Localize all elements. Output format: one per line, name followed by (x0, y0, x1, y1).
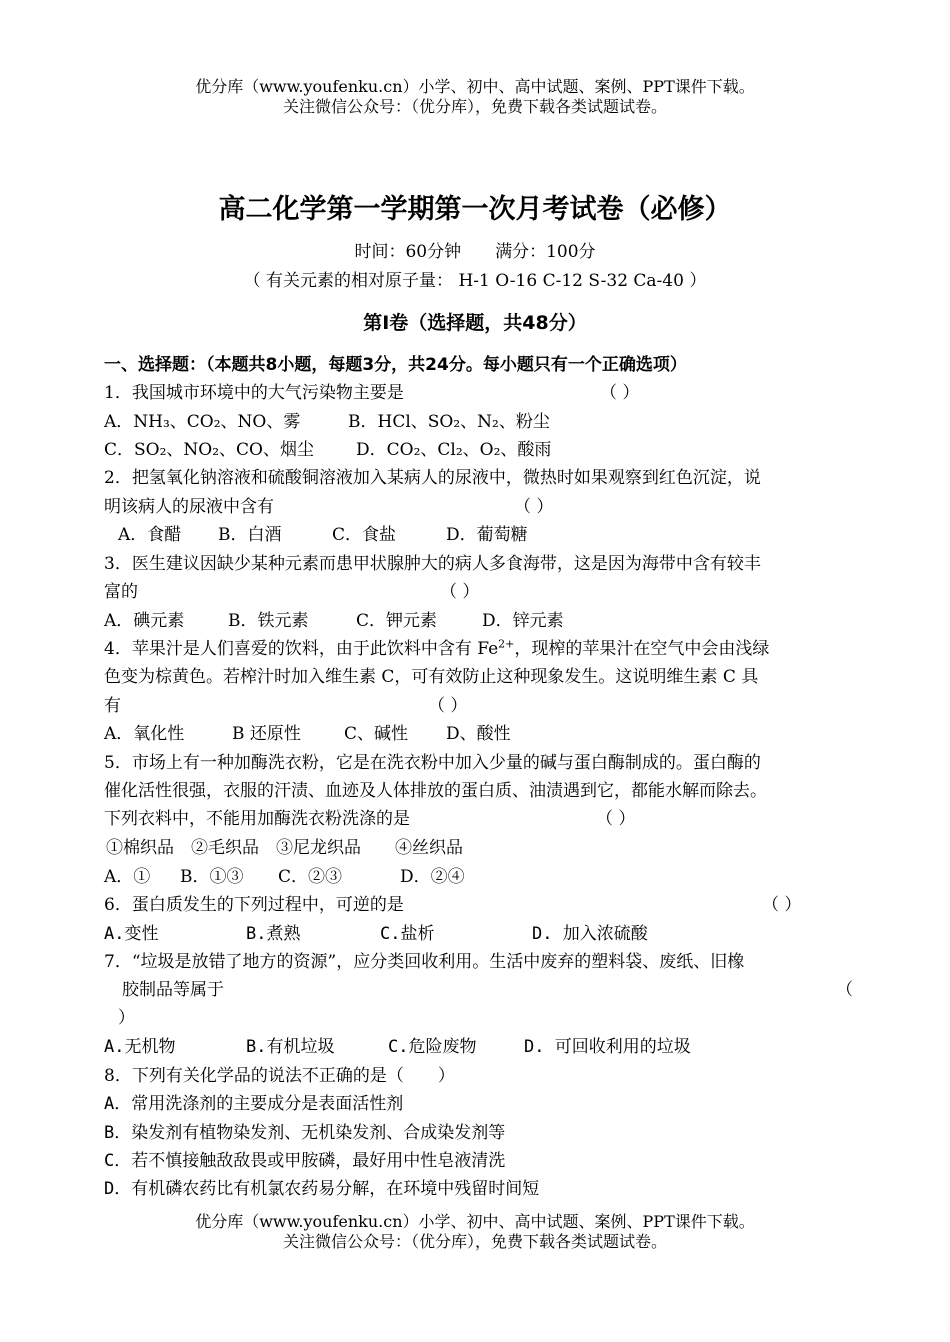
q5-option-a: A．① (104, 867, 151, 887)
q3-answer-blank: （ ） (440, 582, 480, 602)
q4-option-d: D、酸性 (446, 724, 511, 744)
q6-answer-blank: （ ） (762, 895, 802, 915)
q7-answer-blank-open: （ (836, 980, 853, 1000)
q3-option-d: D．锌元素 (482, 611, 564, 631)
exam-title: 高二化学第一学期第一次月考试卷（必修） (218, 194, 732, 225)
q1-option-b: B．HCl、SO₂、N₂、粉尘 (348, 412, 550, 432)
q6-option-c: C.盐析 (380, 924, 435, 944)
q4-option-c: C、碱性 (344, 724, 409, 744)
q1-option-d: D．CO₂、Cl₂、O₂、酸雨 (356, 440, 552, 460)
q7-answer-blank-close: ） (118, 1008, 135, 1028)
q1-option-c: C．SO₂、NO₂、CO、烟尘 (104, 440, 314, 460)
q2-option-b: B．白酒 (218, 525, 282, 545)
q4-stem-superscript: 2+ (498, 637, 515, 651)
q1-option-a: A．NH₃、CO₂、NO、雾 (104, 412, 301, 432)
q6-option-b: B.煮熟 (246, 924, 301, 944)
q4-stem-line-1 (104, 638, 769, 660)
q5-item-list: ①棉织品 ②毛织品 ③尼龙织品 ④丝织品 (106, 838, 463, 858)
q2-answer-blank: （ ） (514, 497, 554, 517)
footer-line-1: 优分库（www.youfenku.cn）小学、初中、高中试题、案例、PPT课件下载。 (195, 1212, 755, 1231)
q7-stem-line-2: 胶制品等属于 (122, 980, 224, 1000)
q1-answer-blank: （ ） (600, 383, 640, 403)
q7-option-d: D. 可回收利用的垃圾 (524, 1037, 691, 1057)
q8-option-a: A．常用洗涤剂的主要成分是表面活性剂 (104, 1094, 404, 1114)
q4-stem-line-3: 有 (104, 696, 121, 716)
q6-stem: 6．蛋白质发生的下列过程中，可逆的是 (104, 895, 404, 915)
q5-option-b: B．①③ (180, 867, 244, 887)
q3-option-b: B．铁元素 (228, 611, 309, 631)
header-line-2: 关注微信公众号：（优分库），免费下载各类试题试卷。 (282, 97, 667, 116)
q4-answer-blank: （ ） (428, 696, 468, 716)
q7-option-c: C.危险废物 (388, 1037, 477, 1057)
q8-option-c: C．若不慎接触敌敌畏或甲胺磷，最好用中性皂液清洗 (104, 1151, 506, 1171)
footer-line-2: 关注微信公众号：（优分库），免费下载各类试题试卷。 (282, 1232, 667, 1251)
q8-stem: 8．下列有关化学品的说法不正确的是（ ） (104, 1066, 455, 1086)
q8-option-d: D．有机磷农药比有机氯农药易分解，在环境中残留时间短 (104, 1179, 540, 1199)
q4-stem-line-2: 色变为棕黄色。若榨汁时加入维生素 C，可有效防止这种现象发生。这说明维生素 C 具 (104, 667, 759, 687)
q5-stem-line-1: 5．市场上有一种加酶洗衣粉，它是在洗衣粉中加入少量的碱与蛋白酶制成的。蛋白酶的 (104, 753, 761, 773)
q7-option-b: B.有机垃圾 (246, 1037, 335, 1057)
q3-option-a: A．碘元素 (104, 611, 185, 631)
q4-option-a: A．氧化性 (104, 724, 185, 744)
q3-stem-line-1: 3．医生建议因缺少某种元素而患甲状腺肿大的病人多食海带，这是因为海带中含有较丰 (104, 554, 761, 574)
q5-stem-line-3: 下列衣料中，不能用加酶洗衣粉洗涤的是 (104, 809, 410, 829)
q3-option-c: C．钾元素 (356, 611, 438, 631)
section-title: 一、选择题：（本题共8小题，每题3分，共24分。每小题只有一个正确选项） (104, 355, 687, 375)
q2-option-a: A．食醋 (118, 525, 182, 545)
q5-option-d: D．②④ (400, 867, 465, 887)
exam-time-info: 时间：60分钟 满分：100分 (354, 242, 596, 262)
q3-stem-line-2: 富的 (104, 582, 138, 602)
q5-option-c: C．②③ (278, 867, 343, 887)
q2-stem-line-2: 明该病人的尿液中含有 (104, 497, 274, 517)
q5-answer-blank: （ ） (596, 809, 636, 829)
q8-option-b: B．染发剂有植物染发剂、无机染发剂、合成染发剂等 (104, 1123, 506, 1143)
header-line-1: 优分库（www.youfenku.cn）小学、初中、高中试题、案例、PPT课件下载。 (195, 77, 755, 96)
q6-option-d: D. 加入浓硫酸 (532, 924, 648, 944)
q2-option-d: D．葡萄糖 (446, 525, 528, 545)
q4-stem-line-1-b: ，现榨的苹果汁在空气中会由浅绿 (514, 639, 770, 659)
q2-stem-line-1: 2．把氢氧化钠溶液和硫酸铜溶液加入某病人的尿液中，微热时如果观察到红色沉淀，说 (104, 468, 761, 488)
atomic-masses: （ 有关元素的相对原子量： H-1 O-16 C-12 S-32 Ca-40 ） (243, 271, 707, 291)
part-title: 第Ⅰ卷（选择题，共48分） (363, 312, 587, 334)
q1-stem: 1．我国城市环境中的大气污染物主要是 (104, 383, 404, 403)
q7-stem-line-1: 7．“垃圾是放错了地方的资源”，应分类回收利用。生活中废弃的塑料袋、废纸、旧橡 (104, 952, 745, 972)
q4-option-b: B 还原性 (232, 724, 301, 744)
q4-stem-line-1-a: 4．苹果汁是人们喜爱的饮料，由于此饮料中含有 Fe (104, 639, 499, 659)
q6-option-a: A.变性 (104, 924, 159, 944)
q2-option-c: C．食盐 (332, 525, 397, 545)
q5-stem-line-2: 催化活性很强，衣服的汗渍、血迹及人体排放的蛋白质、油渍遇到它，都能水解而除去。 (104, 781, 767, 801)
q7-option-a: A.无机物 (104, 1037, 176, 1057)
